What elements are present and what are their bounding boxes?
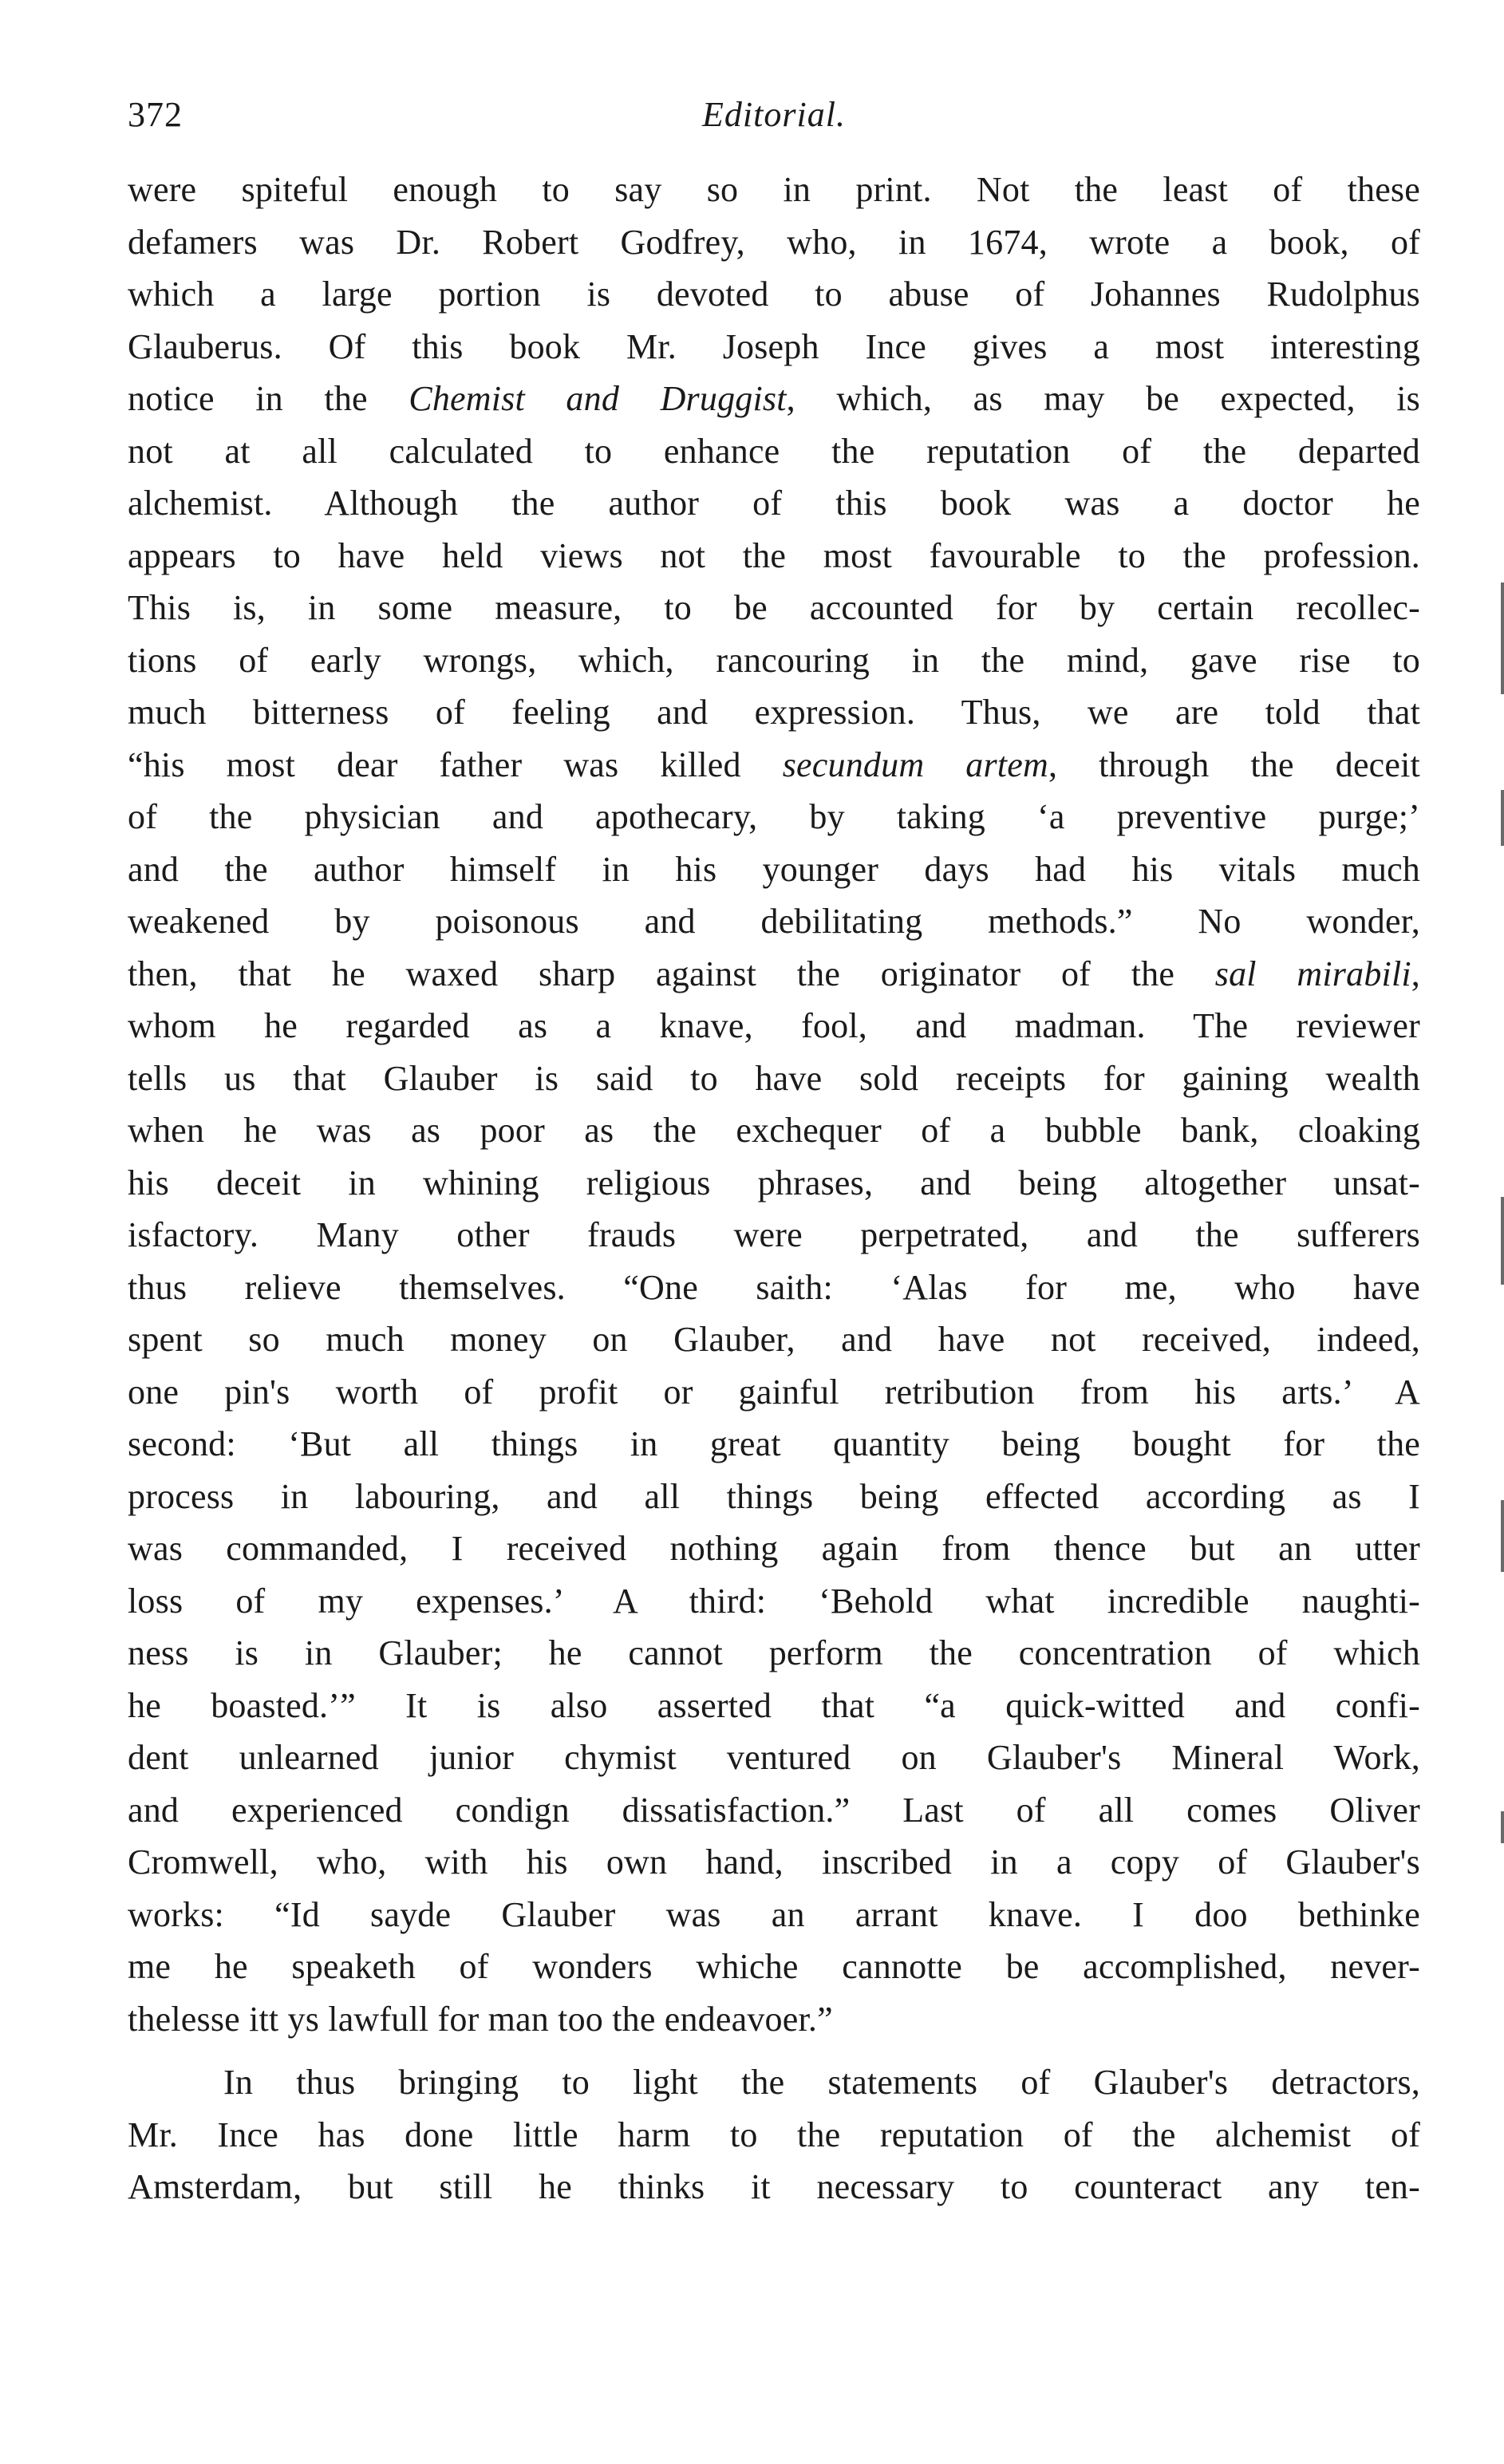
paragraph bbox=[128, 164, 1420, 2045]
margin-scan-mark bbox=[1501, 1500, 1504, 1572]
text-line: Mr. Ince has done little harm to the reputation of the alchemist of bbox=[128, 2115, 1420, 2154]
text-line: dent unlearned junior chymist ventured on Glauber's Mineral Work, bbox=[128, 1738, 1420, 1777]
text-line: Glauberus. Of this book Mr. Joseph Ince gives a most interesting bbox=[128, 326, 1420, 366]
text-line: and experienced condign dissatisfaction.” Last of all comes Oliver bbox=[128, 1790, 1420, 1830]
text-line: tells us that Glauber is said to have sold receipts for gaining wealth bbox=[128, 1058, 1420, 1098]
text-line: ness is in Glauber; he cannot perform the concentration of which bbox=[128, 1633, 1420, 1672]
text-line: thelesse itt ys lawfull for man too the endeavoer.” bbox=[128, 1999, 833, 2039]
italic-phrase: secundum artem bbox=[782, 744, 1048, 784]
text-line: “his most dear father was killed secundum artem, through the deceit bbox=[128, 744, 1420, 784]
text-line: notice in the Chemist and Druggist, which, as may be expected, is bbox=[128, 379, 1420, 418]
text-line: then, that he waxed sharp against the originator of the sal mirabili, bbox=[128, 954, 1420, 993]
text-line: defamers was Dr. Robert Godfrey, who, in 1674, wrote a book, of bbox=[128, 222, 1420, 262]
text-line: In thus bringing to light the statements of Glauber's detractors, bbox=[223, 2063, 1420, 2102]
text-line: tions of early wrongs, which, rancouring in the mind, gave rise to bbox=[128, 640, 1420, 680]
text-line: and the author himself in his younger days had his vitals much bbox=[128, 849, 1420, 889]
text-line: me he speaketh of wonders whiche cannotte be accomplished, never- bbox=[128, 1947, 1420, 1986]
text-line: whom he regarded as a knave, fool, and madman. The reviewer bbox=[128, 1006, 1420, 1045]
article-body bbox=[128, 164, 1420, 2213]
text-line: spent so much money on Glauber, and have not received, indeed, bbox=[128, 1320, 1420, 1359]
text-line: which a large portion is devoted to abuse of Johannes Rudolphus bbox=[128, 274, 1420, 314]
page-header bbox=[128, 94, 1420, 142]
text-line: when he was as poor as the exchequer of a bubble bank, cloaking bbox=[128, 1111, 1420, 1150]
text-line: alchemist. Although the author of this book was a doctor he bbox=[128, 484, 1420, 523]
text-line: not at all calculated to enhance the reputation of the departed bbox=[128, 431, 1420, 471]
margin-scan-mark bbox=[1501, 1811, 1504, 1843]
text-line: appears to have held views not the most favourable to the profession. bbox=[128, 535, 1420, 575]
text-line: weakened by poisonous and debilitating methods.” No wonder, bbox=[128, 902, 1420, 941]
text-line: much bitterness of feeling and expression. Thus, we are told that bbox=[128, 693, 1420, 732]
text-line: he boasted.’” It is also asserted that “a quick-witted and confi- bbox=[128, 1685, 1420, 1725]
text-line: Amsterdam, but still he thinks it necessary to counteract any ten- bbox=[128, 2167, 1420, 2206]
text-line: was commanded, I received nothing again from thence but an utter bbox=[128, 1529, 1420, 1568]
text-line: isfactory. Many other frauds were perpetrated, and the sufferers bbox=[128, 1215, 1420, 1254]
paragraph bbox=[128, 2056, 1420, 2213]
margin-scan-mark bbox=[1501, 1197, 1504, 1285]
margin-scan-mark bbox=[1501, 582, 1504, 694]
text-line: loss of my expenses.’ A third: ‘Behold what incredible naughti- bbox=[128, 1581, 1420, 1621]
text-line: process in labouring, and all things being effected according as I bbox=[128, 1476, 1420, 1516]
text-line: were spiteful enough to say so in print. Not the least of these bbox=[128, 170, 1420, 209]
text-line: thus relieve themselves. “One saith: ‘Alas for me, who have bbox=[128, 1267, 1420, 1307]
text-line: his deceit in whining religious phrases, and being altogether unsat- bbox=[128, 1163, 1420, 1202]
text-line: second: ‘But all things in great quantity being bought for the bbox=[128, 1424, 1420, 1463]
text-line: of the physician and apothecary, by taking ‘a preventive purge;’ bbox=[128, 797, 1420, 836]
italic-phrase: Chemist and Druggist bbox=[409, 379, 787, 418]
page-number: 372 bbox=[128, 95, 183, 134]
text-line: works: “Id sayde Glauber was an arrant knave. I doo bethinke bbox=[128, 1894, 1420, 1934]
running-head: Editorial. bbox=[702, 95, 846, 134]
margin-scan-mark bbox=[1501, 790, 1504, 846]
text-line: Cromwell, who, with his own hand, inscribed in a copy of Glauber's bbox=[128, 1842, 1420, 1882]
paragraph-gap bbox=[128, 2045, 1420, 2056]
text-line: This is, in some measure, to be accounted for by certain recollec- bbox=[128, 588, 1420, 627]
text-line: one pin's worth of profit or gainful retribution from his arts.’ A bbox=[128, 1372, 1420, 1412]
italic-phrase: sal mirabili bbox=[1214, 954, 1411, 993]
